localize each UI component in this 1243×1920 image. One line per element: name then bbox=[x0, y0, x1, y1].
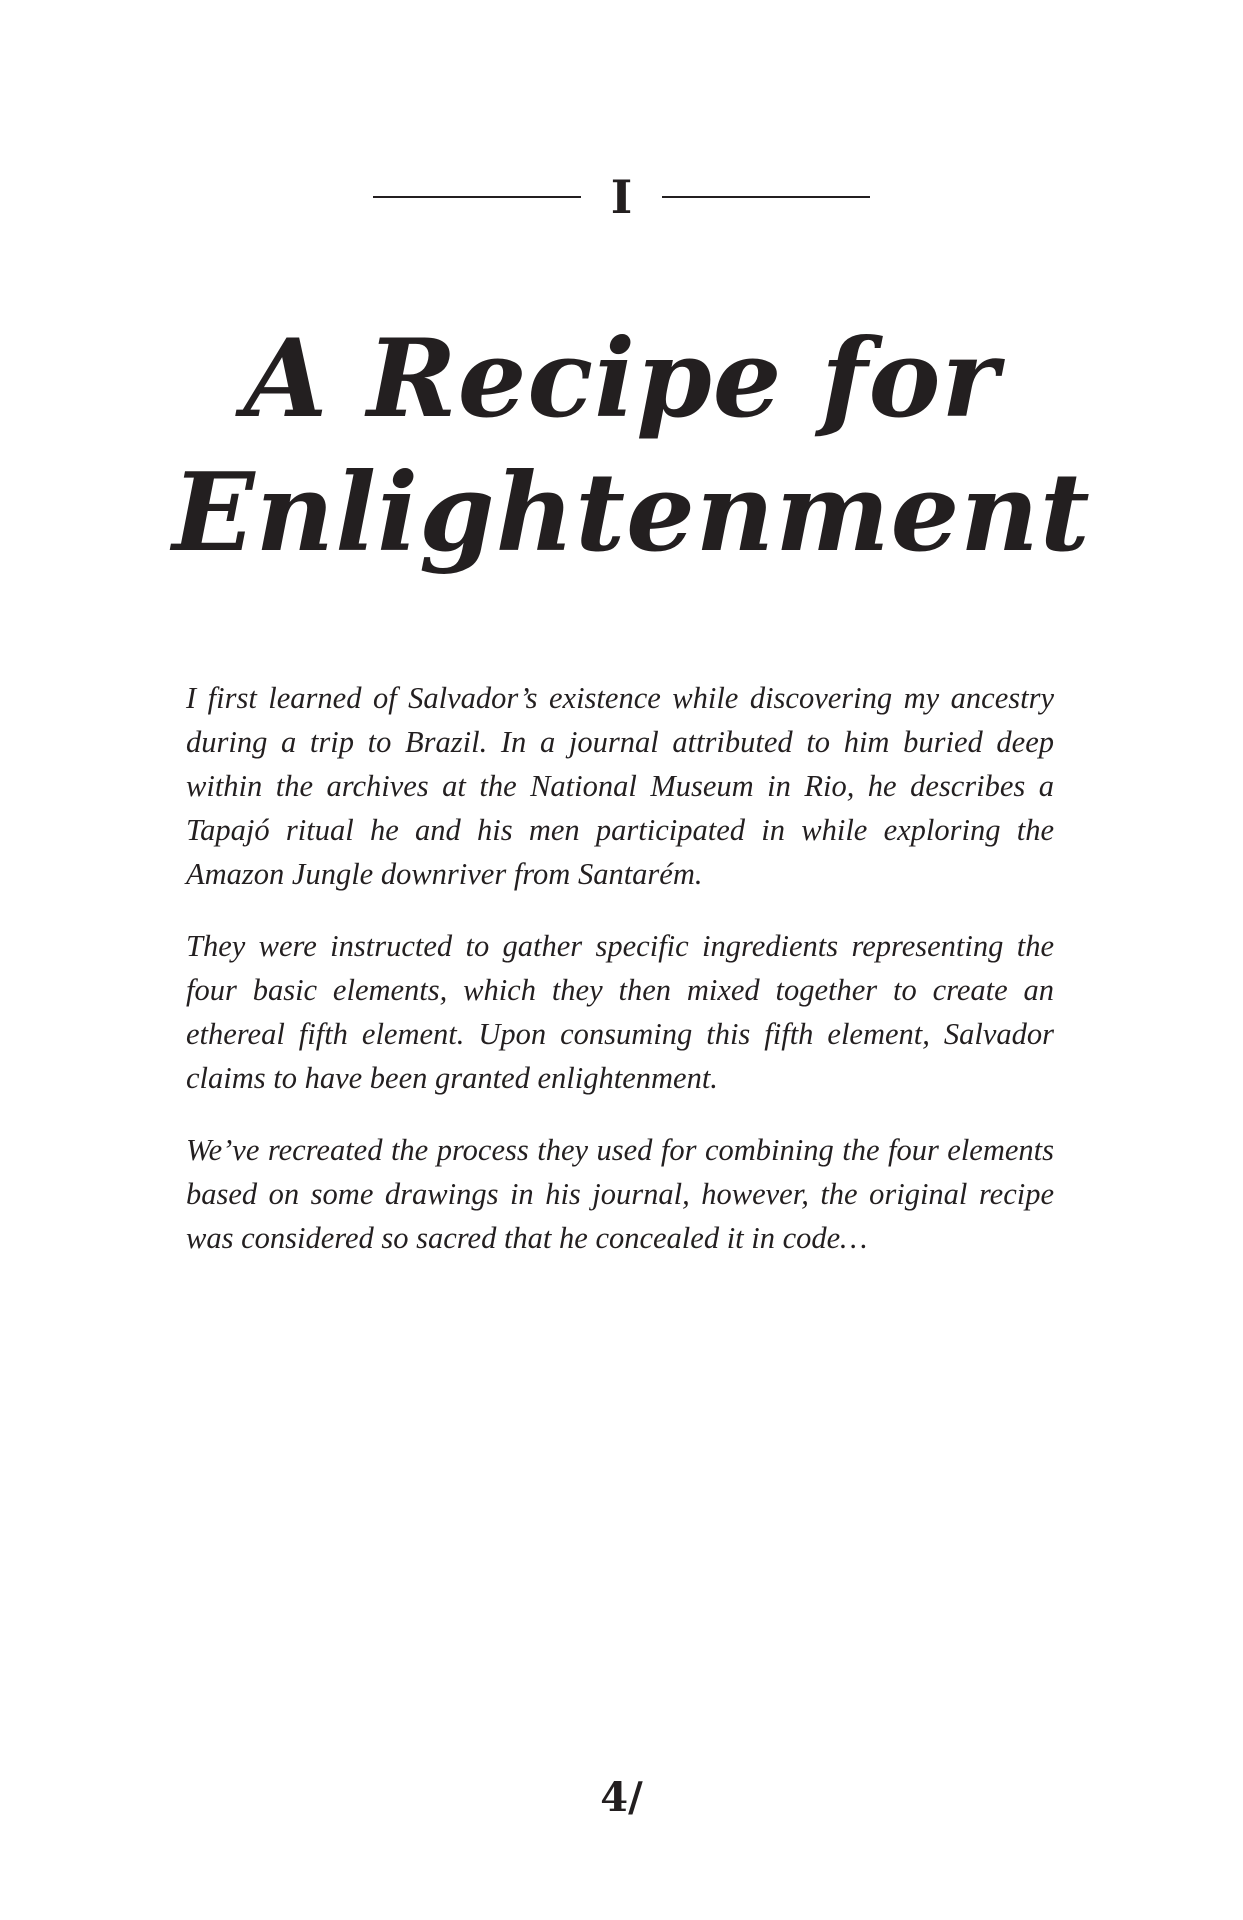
chapter-title-line-2: Enlightenment bbox=[172, 450, 1091, 576]
left-rule bbox=[373, 196, 581, 198]
chapter-title-line-1: A Recipe for bbox=[243, 316, 1000, 442]
paragraph-2: They were instructed to gather specific ingredients representing the four basic elements, which they then mixed together to create an ethereal fifth element. Upon consuming this fifth element, Salvador claims to have been granted enlightenment. bbox=[186, 929, 1054, 1095]
paragraph-3: We’ve recreated the process they used for combining the four elements based on some drawings in his journal, however, the original recipe was considered so sacred that he concealed it in code… bbox=[186, 1133, 1054, 1255]
page-number: 4/ bbox=[600, 1774, 643, 1821]
chapter-numeral: I bbox=[610, 170, 633, 224]
right-rule bbox=[662, 196, 870, 198]
chapter-header bbox=[0, 172, 1243, 222]
body-text bbox=[186, 676, 1054, 1288]
paragraph-1: I first learned of Salvador’s existence while discovering my ancestry during a trip to Brazil. In a journal attributed to him buried deep within the archives at the National Museum in Rio, he describes a Tapajó ritual he and his men participated in while exploring the Amazon Jungle downriver from Santarém. bbox=[186, 681, 1054, 891]
chapter-title bbox=[0, 312, 1243, 580]
